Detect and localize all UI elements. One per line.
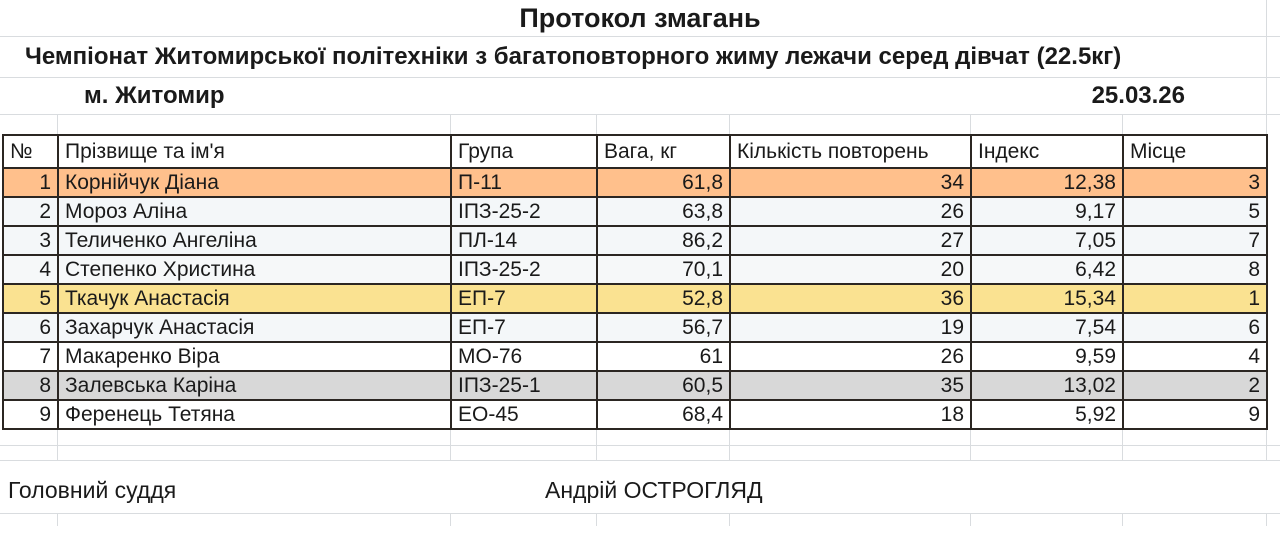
table-row <box>3 371 1267 400</box>
cell-index[interactable]: 7,54 <box>971 313 1123 342</box>
grid-line <box>57 514 58 526</box>
column-header-0[interactable]: № <box>3 135 58 168</box>
cell-num[interactable]: 7 <box>3 342 58 371</box>
cell-place[interactable]: 5 <box>1123 197 1267 226</box>
cell-place[interactable]: 6 <box>1123 313 1267 342</box>
cell-place[interactable]: 2 <box>1123 371 1267 400</box>
column-header-4[interactable]: Кількість повторень <box>730 135 971 168</box>
cell-reps[interactable]: 26 <box>730 197 971 226</box>
cell-group[interactable]: ІПЗ-25-2 <box>451 255 597 284</box>
grid-line <box>1266 430 1267 445</box>
column-header-1[interactable]: Прізвище та ім'я <box>58 135 451 168</box>
empty-grid-row <box>0 446 1280 461</box>
cell-index[interactable]: 6,42 <box>971 255 1123 284</box>
grid-line <box>1122 514 1123 526</box>
footer-row <box>0 461 1280 514</box>
cell-group[interactable]: ЕП-7 <box>451 313 597 342</box>
cell-index[interactable]: 7,05 <box>971 226 1123 255</box>
grid-line <box>970 446 971 460</box>
grid-line <box>1122 446 1123 460</box>
cell-weight[interactable]: 61 <box>597 342 730 371</box>
empty-grid-row <box>0 514 1280 526</box>
column-header-5[interactable]: Індекс <box>971 135 1123 168</box>
grid-line <box>450 446 451 460</box>
cell-reps[interactable]: 34 <box>730 168 971 197</box>
grid-line <box>57 115 58 134</box>
table-row <box>3 168 1267 197</box>
cell-reps[interactable]: 26 <box>730 342 971 371</box>
cell-name[interactable]: Залевська Каріна <box>58 371 451 400</box>
cell-group[interactable]: П-11 <box>451 168 597 197</box>
cell-name[interactable]: Макаренко Віра <box>58 342 451 371</box>
cell-place[interactable]: 4 <box>1123 342 1267 371</box>
cell-group[interactable]: ІПЗ-25-1 <box>451 371 597 400</box>
location-label: м. Житомир <box>84 82 225 109</box>
cell-reps[interactable]: 36 <box>730 284 971 313</box>
cell-name[interactable]: Ткачук Анастасія <box>58 284 451 313</box>
grid-line <box>596 430 597 445</box>
grid-line <box>596 115 597 134</box>
cell-place[interactable]: 7 <box>1123 226 1267 255</box>
cell-place[interactable]: 1 <box>1123 284 1267 313</box>
cell-name[interactable]: Мороз Аліна <box>58 197 451 226</box>
cell-num[interactable]: 5 <box>3 284 58 313</box>
date-label: 25.03.26 <box>1091 82 1185 109</box>
cell-num[interactable]: 9 <box>3 400 58 429</box>
table-row <box>3 197 1267 226</box>
grid-line <box>450 514 451 526</box>
grid-line <box>970 430 971 445</box>
cell-place[interactable]: 8 <box>1123 255 1267 284</box>
cell-weight[interactable]: 86,2 <box>597 226 730 255</box>
grid-line <box>729 430 730 445</box>
cell-place[interactable]: 3 <box>1123 168 1267 197</box>
grid-line <box>970 115 971 134</box>
cell-index[interactable]: 9,59 <box>971 342 1123 371</box>
grid-line <box>1266 0 1267 133</box>
grid-line <box>450 430 451 445</box>
empty-grid-row <box>0 430 1280 446</box>
table-header-row <box>3 135 1267 168</box>
competition-subtitle-row <box>0 37 1280 78</box>
empty-grid-row <box>0 115 1280 134</box>
table-row <box>3 342 1267 371</box>
column-header-6[interactable]: Місце <box>1123 135 1267 168</box>
cell-num[interactable]: 8 <box>3 371 58 400</box>
column-header-2[interactable]: Група <box>451 135 597 168</box>
cell-name[interactable]: Ференець Тетяна <box>58 400 451 429</box>
cell-name[interactable]: Теличенко Ангеліна <box>58 226 451 255</box>
competition-subtitle: Чемпіонат Житомирської політехніки з багатоповторного жиму лежачи серед дівчат (22.5кг) <box>25 43 1122 70</box>
cell-reps[interactable]: 35 <box>730 371 971 400</box>
grid-line <box>1266 446 1267 460</box>
chief-judge-name: Андрій ОСТРОГЛЯД <box>545 477 763 503</box>
grid-line <box>729 446 730 460</box>
cell-weight[interactable]: 63,8 <box>597 197 730 226</box>
grid-line <box>1122 115 1123 134</box>
cell-weight[interactable]: 70,1 <box>597 255 730 284</box>
grid-line <box>970 514 971 526</box>
table-row <box>3 226 1267 255</box>
cell-weight[interactable]: 68,4 <box>597 400 730 429</box>
cell-reps[interactable]: 18 <box>730 400 971 429</box>
chief-judge-label: Головний суддя <box>8 477 177 503</box>
grid-line <box>1122 430 1123 445</box>
document-title-row <box>0 0 1280 37</box>
grid-line <box>596 514 597 526</box>
cell-weight[interactable]: 60,5 <box>597 371 730 400</box>
cell-reps[interactable]: 27 <box>730 226 971 255</box>
cell-num[interactable]: 1 <box>3 168 58 197</box>
cell-num[interactable]: 4 <box>3 255 58 284</box>
cell-index[interactable]: 9,17 <box>971 197 1123 226</box>
grid-line <box>1266 514 1267 526</box>
grid-line <box>729 514 730 526</box>
cell-group[interactable]: ПЛ-14 <box>451 226 597 255</box>
grid-line <box>596 446 597 460</box>
cell-num[interactable]: 2 <box>3 197 58 226</box>
cell-num[interactable]: 6 <box>3 313 58 342</box>
cell-weight[interactable]: 56,7 <box>597 313 730 342</box>
cell-group[interactable]: МО-76 <box>451 342 597 371</box>
cell-weight[interactable]: 52,8 <box>597 284 730 313</box>
cell-index[interactable]: 13,02 <box>971 371 1123 400</box>
table-row <box>3 400 1267 429</box>
cell-index[interactable]: 15,34 <box>971 284 1123 313</box>
results-table <box>2 134 1268 430</box>
cell-place[interactable]: 9 <box>1123 400 1267 429</box>
cell-reps[interactable]: 20 <box>730 255 971 284</box>
cell-weight[interactable]: 61,8 <box>597 168 730 197</box>
table-row <box>3 255 1267 284</box>
cell-group[interactable]: ЕО-45 <box>451 400 597 429</box>
cell-index[interactable]: 5,92 <box>971 400 1123 429</box>
grid-line <box>57 446 58 460</box>
cell-name[interactable]: Захарчук Анастасія <box>58 313 451 342</box>
grid-line <box>729 115 730 134</box>
cell-num[interactable]: 3 <box>3 226 58 255</box>
cell-name[interactable]: Степенко Христина <box>58 255 451 284</box>
cell-name[interactable]: Корнійчук Діана <box>58 168 451 197</box>
cell-group[interactable]: ЕП-7 <box>451 284 597 313</box>
cell-reps[interactable]: 19 <box>730 313 971 342</box>
location-date-row <box>0 78 1280 115</box>
cell-group[interactable]: ІПЗ-25-2 <box>451 197 597 226</box>
cell-index[interactable]: 12,38 <box>971 168 1123 197</box>
column-header-3[interactable]: Вага, кг <box>597 135 730 168</box>
table-row <box>3 284 1267 313</box>
grid-line <box>57 430 58 445</box>
grid-line <box>450 115 451 134</box>
page-title: Протокол змагань <box>519 2 761 33</box>
table-row <box>3 313 1267 342</box>
